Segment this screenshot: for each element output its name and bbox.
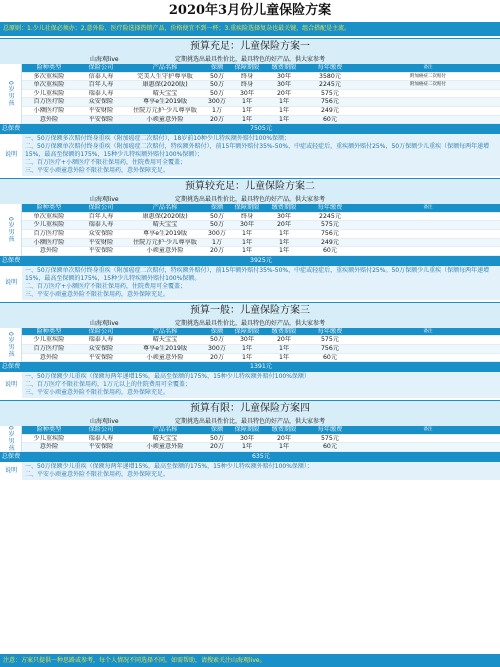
table-cell: 小额医疗险	[33, 238, 65, 246]
total-premium-row	[0, 256, 500, 266]
column-header: 保险公司	[88, 327, 114, 335]
table-cell: 小顽童意外险	[146, 443, 184, 451]
plan-notes	[0, 462, 500, 480]
table-cell: 小顽童意外险	[146, 353, 184, 361]
column-header: 保障期限	[234, 64, 260, 71]
table-cell: 平安财险	[88, 238, 114, 246]
total-value: 635元	[252, 452, 270, 460]
table-cell: 意外险	[39, 247, 59, 255]
table-cell: 众安保险	[88, 98, 114, 106]
column-header: 缴费期限	[271, 426, 297, 434]
table-header-row	[22, 426, 500, 435]
table-cell: 2245元	[319, 212, 341, 220]
table-cell: 住院万元护·少儿尊享版	[133, 238, 197, 246]
brand-label: 山海观live	[90, 56, 119, 63]
table-cell: 瑞泰人寿	[88, 89, 114, 97]
plan-subtitle-row	[0, 55, 500, 64]
table-cell: 60元	[322, 443, 338, 451]
table-cell: 晴天宝宝	[152, 221, 178, 229]
table-cell: 多次重疾险	[33, 72, 65, 80]
table-cell: 1年	[278, 98, 290, 106]
table-cell: 平安保险	[88, 247, 114, 255]
column-header: 每年缴费	[317, 64, 343, 71]
table-cell: 50万	[209, 336, 225, 344]
table-cell: 小额医疗险	[33, 106, 65, 114]
column-header: 备注	[423, 427, 433, 433]
column-header: 缴费期限	[271, 64, 297, 71]
column-header: 险种类型	[36, 426, 62, 434]
note-line: 三、平安小顽童意外险不限社保用药，意外保障充足。	[25, 290, 170, 298]
table-cell: 1万	[211, 238, 223, 246]
column-header: 产品名称	[152, 426, 178, 434]
table-cell: 1年	[241, 247, 253, 255]
table-cell: 完美人生守护尊享版	[137, 72, 193, 80]
note-line: 一、50万保额多次赔付终身重疾（附加癌症二次赔付），18岁前10种少儿特疾额外赔付100%保额；	[25, 135, 291, 143]
table-cell	[356, 239, 500, 247]
table-cell: 少儿重疾险	[33, 336, 65, 344]
table-cell: 50万	[209, 212, 225, 220]
table-header-row	[22, 204, 500, 213]
total-value: 3925元	[250, 256, 272, 264]
table-cell: 575元	[321, 89, 339, 97]
table-row	[22, 107, 500, 116]
table-cell: 少儿重疾险	[33, 221, 65, 229]
table-cell: 瑞泰人寿	[88, 434, 114, 442]
table-cell: 百万医疗险	[33, 98, 65, 106]
table-cell: 20年	[276, 221, 292, 229]
table-cell: 附加癌症二次赔付	[410, 82, 446, 88]
table-cell: 单次重疾险	[33, 81, 65, 89]
plan-table-grid	[0, 64, 500, 124]
note-line: 二、百万医疗+小额医疗不限社保用药，住院费用可全覆盖；	[25, 159, 187, 167]
column-header: 保障期限	[234, 327, 260, 335]
insured-label: 0岁男孩	[0, 204, 22, 256]
table-cell: 30年	[276, 72, 292, 80]
table-cell: 瑞泰人寿	[88, 221, 114, 229]
table-cell: 尊享e生2019版	[142, 344, 188, 352]
column-header: 每年缴费	[317, 204, 343, 212]
plan-subtitle-row	[0, 195, 500, 204]
table-cell: 附加癌症二次赔付	[410, 73, 446, 79]
principle-banner: 总原则：1.少儿社保必须办；2.意外险、医疗险选择热销产品，价格便宜不到一杯；3.重疾险选择复杂也最关键，组合搭配是主流。	[0, 22, 500, 36]
column-header: 备注	[423, 65, 433, 70]
column-header: 产品名称	[152, 64, 178, 71]
table-cell: 30年	[239, 89, 255, 97]
table-cell: 百年人寿	[88, 212, 114, 220]
table-cell: 1年	[278, 115, 290, 123]
column-header: 保障期限	[234, 204, 260, 212]
table-row	[22, 336, 500, 345]
column-header: 每年缴费	[317, 426, 343, 434]
table-cell	[356, 435, 500, 443]
notes-label: 说明	[4, 381, 18, 389]
plan-subtitle: 定期挑选出最具性价比，最具特色的好产品，供大家参考	[174, 418, 325, 426]
table-cell	[356, 90, 500, 98]
column-header: 保额	[210, 327, 224, 335]
table-cell: 平安保险	[88, 353, 114, 361]
table-cell: 1万	[211, 106, 223, 114]
plan-table	[22, 64, 500, 124]
table-cell: 3580元	[319, 72, 341, 80]
table-cell: 终身	[240, 212, 254, 220]
table-cell: 尊享e生2019版	[142, 98, 188, 106]
column-header: 备注	[423, 328, 433, 334]
total-label: 总保费	[1, 125, 21, 133]
plan-title: 预算充足：儿童保险方案一	[190, 41, 310, 52]
table-cell: 30年	[276, 212, 292, 220]
note-line: 一、50万保额少儿重疾（保额每两年递增15%，最高至保额的175%，15种少儿特疾额外赔付100%保额）	[25, 373, 310, 381]
table-cell: 1年	[241, 344, 253, 352]
table-cell: 小顽童意外险	[146, 115, 184, 123]
plan-subtitle: 定期挑选出最具性价比，最具特色的好产品，供大家参考	[174, 196, 325, 204]
table-cell: 意外险	[39, 353, 59, 361]
table-cell: 众安保险	[88, 229, 114, 237]
plan-subtitle-row	[0, 417, 500, 426]
table-cell: 20年	[276, 89, 292, 97]
table-cell: 单次重疾险	[33, 212, 65, 220]
table-row	[22, 221, 500, 230]
plan-title: 预算较充足：儿童保险方案二	[185, 181, 315, 193]
table-cell	[356, 345, 500, 353]
table-cell: 平安保险	[88, 115, 114, 123]
plan-subtitle: 定期挑选出最具性价比，最具特色的好产品，供大家参考	[174, 56, 325, 63]
plan-title: 预算一般：儿童保险方案三	[190, 304, 310, 316]
column-header: 保额	[210, 64, 224, 71]
table-cell: 60元	[322, 247, 338, 255]
table-cell: 1年	[278, 229, 290, 237]
column-header: 险种类型	[36, 204, 62, 212]
table-cell: 20万	[209, 353, 225, 361]
plan-title: 预算有限：儿童保险方案四	[190, 403, 310, 415]
note-line: 二、百万医疗不限社保用药，1万元以上的住院费用可全覆盖；	[25, 381, 191, 389]
column-header: 产品名称	[152, 327, 178, 335]
table-cell: 575元	[321, 221, 339, 229]
table-cell: 756元	[321, 344, 339, 352]
table-header-row	[22, 64, 500, 73]
table-cell: 20年	[276, 336, 292, 344]
table-cell: 1年	[278, 106, 290, 114]
table-row	[22, 98, 500, 107]
column-header: 保障期限	[234, 426, 260, 434]
table-row	[22, 345, 500, 354]
notes-label: 说明	[4, 279, 18, 286]
plan-notes	[0, 266, 500, 300]
table-cell: 575元	[321, 336, 339, 344]
note-line: 二、平安小顽童意外险不限社保用药，意外保障充足。	[25, 470, 170, 478]
table-cell: 平安财险	[88, 106, 114, 114]
table-cell: 249元	[321, 106, 339, 114]
total-premium-row	[0, 452, 500, 462]
table-cell: 终身	[240, 72, 254, 80]
table-cell: 1年	[241, 106, 253, 114]
plan-table-grid	[0, 328, 500, 362]
table-cell: 瑞泰人寿	[88, 336, 114, 344]
plan-subtitle-row	[0, 319, 500, 328]
table-row	[22, 213, 500, 222]
plan-table	[22, 204, 500, 256]
insured-label: 0岁男孩	[0, 328, 22, 362]
column-header: 保额	[210, 426, 224, 434]
table-cell: 300万	[208, 229, 226, 237]
total-label: 总保费	[1, 452, 21, 460]
table-cell: 249元	[321, 238, 339, 246]
table-cell: 少儿重疾险	[33, 89, 65, 97]
brand-label: 山海观live	[90, 319, 119, 327]
notes-text	[22, 134, 500, 176]
table-cell: 30年	[239, 434, 255, 442]
table-cell: 50万	[209, 72, 225, 80]
table-cell: 1年	[241, 353, 253, 361]
table-cell: 50万	[209, 89, 225, 97]
table-cell: 60元	[322, 115, 338, 123]
table-row	[22, 73, 500, 82]
table-cell: 1年	[278, 344, 290, 352]
table-cell: 晴天宝宝	[152, 336, 178, 344]
table-cell	[356, 213, 500, 221]
plan-notes	[0, 372, 500, 398]
notes-text	[22, 372, 500, 398]
table-cell: 尊享e生2019版	[142, 229, 188, 237]
plans-container	[0, 38, 500, 480]
table-row	[22, 443, 500, 452]
table-row	[22, 435, 500, 444]
table-cell: 300万	[208, 98, 226, 106]
note-line: 二、百万医疗+小额医疗不限社保用药，住院费用可全覆盖；	[25, 282, 187, 290]
table-row	[22, 230, 500, 239]
column-header: 产品名称	[152, 204, 178, 212]
table-cell: 20万	[209, 247, 225, 255]
note-line: 三、平安小顽童意外险不限社保用药，意外保障充足。	[25, 389, 170, 397]
table-cell: 60元	[322, 353, 338, 361]
table-cell: 1年	[241, 98, 253, 106]
table-cell: 百万医疗险	[33, 344, 65, 352]
table-cell: 1年	[278, 353, 290, 361]
total-premium-row	[0, 362, 500, 372]
table-cell: 50万	[209, 81, 225, 89]
plan-block	[0, 400, 500, 480]
table-cell: 1年	[278, 443, 290, 451]
table-cell	[356, 443, 500, 451]
column-header: 保险公司	[88, 426, 114, 434]
table-row	[22, 247, 500, 256]
table-cell: 20万	[209, 443, 225, 451]
table-cell: 终身	[240, 81, 254, 89]
table-cell: 晴天宝宝	[152, 89, 178, 97]
note-line: 一、50万保额少儿重疾（保额每两年递增15%，最高至保额的175%，15种少儿特疾额外赔付100%保额）；	[25, 462, 313, 470]
table-cell: 少儿重疾险	[33, 434, 65, 442]
notes-label: 说明	[4, 151, 18, 159]
table-cell: 意外险	[39, 115, 59, 123]
plan-subtitle: 定期挑选出最具性价比，最具特色的好产品，供大家参考	[174, 319, 325, 327]
plan-table-grid	[0, 426, 500, 452]
note-line: 二、50万保额单次赔付终身重疾（附加癌症二次赔付，特疾额外赔付），前15年额外赔付35%-50%，中症或轻症后，重疾额外赔付25%，50万保额少儿重疾（保额每两年递增15%，最高至保额的175%，15种少儿特疾额外赔付100%保额）；	[25, 143, 490, 159]
plan-header	[0, 179, 500, 204]
plan-header	[0, 39, 500, 64]
note-line: 三、平安小顽童意外险不限社保用药，意外保障充足。	[25, 167, 170, 175]
plan-block	[0, 178, 500, 300]
column-header: 险种类型	[36, 64, 62, 71]
table-cell: 1年	[241, 238, 253, 246]
table-cell: 1年	[241, 443, 253, 451]
table-cell	[356, 98, 500, 106]
table-header-row	[22, 328, 500, 337]
table-cell: 2245元	[319, 81, 341, 89]
plan-notes	[0, 134, 500, 176]
table-cell: 1年	[278, 238, 290, 246]
brand-label: 山海观live	[90, 418, 119, 426]
table-row	[22, 116, 500, 125]
table-cell: 住院万元护·少儿尊享版	[133, 106, 197, 114]
table-row	[22, 90, 500, 99]
notes-text	[22, 462, 500, 480]
table-cell	[356, 116, 500, 124]
column-header: 缴费期限	[271, 204, 297, 212]
table-cell: 平安保险	[88, 443, 114, 451]
column-header: 备注	[423, 205, 433, 211]
column-header: 保额	[210, 204, 224, 212]
table-cell: 300万	[208, 344, 226, 352]
table-cell: 百万医疗险	[33, 229, 65, 237]
footer-note: 注意：方案只提供一种思路或参考，每个人情况不同选择不同。如需帮助，请搜索关注山海观live。	[0, 654, 500, 667]
column-header: 每年缴费	[317, 327, 343, 335]
insured-label: 0岁男孩	[0, 64, 22, 124]
table-cell: 20万	[209, 115, 225, 123]
table-cell: 晴天宝宝	[152, 434, 178, 442]
table-cell: 1年	[278, 247, 290, 255]
total-value: 7505元	[250, 125, 272, 133]
table-cell: 756元	[321, 229, 339, 237]
table-cell: 众安保险	[88, 344, 114, 352]
table-cell	[356, 230, 500, 238]
plan-header	[0, 303, 500, 328]
table-cell: 康惠保(2020版)	[142, 212, 188, 220]
table-cell: 575元	[321, 434, 339, 442]
table-cell: 小顽童意外险	[146, 247, 184, 255]
insured-label: 0岁男孩	[0, 426, 22, 452]
table-row	[22, 239, 500, 248]
page-title: 2020年3月份儿童保险方案	[168, 3, 332, 18]
table-cell	[356, 221, 500, 229]
column-header: 缴费期限	[271, 327, 297, 335]
plan-block	[0, 302, 500, 398]
notes-text	[22, 266, 500, 300]
table-row	[22, 354, 500, 363]
total-premium-row	[0, 124, 500, 134]
column-header: 保险公司	[88, 64, 114, 71]
brand-label: 山海观live	[90, 196, 119, 204]
table-cell: 756元	[321, 98, 339, 106]
column-header: 保险公司	[88, 204, 114, 212]
table-cell: 30年	[276, 81, 292, 89]
table-row	[22, 81, 500, 90]
table-cell: 信泰人寿	[88, 72, 114, 80]
table-cell: 20年	[276, 434, 292, 442]
table-cell: 康惠保(2020版)	[142, 81, 188, 89]
table-cell	[356, 107, 500, 115]
table-cell: 50万	[209, 434, 225, 442]
table-cell: 百年人寿	[88, 81, 114, 89]
plan-table	[22, 328, 500, 362]
plan-block	[0, 38, 500, 176]
table-cell: 30年	[239, 221, 255, 229]
column-header: 险种类型	[36, 327, 62, 335]
table-cell	[356, 336, 500, 344]
plan-header	[0, 401, 500, 426]
table-cell: 50万	[209, 221, 225, 229]
total-label: 总保费	[1, 256, 21, 264]
note-line: 一、50万保额单次赔付终身重疾（附加癌症二次赔付，特疾额外赔付），前15年额外赔付35%-50%，中症或轻症后，重疾额外赔付25%。50万保额少儿重疾（保额每两年递增15%，最高至保额的175%，15种少儿特疾额外赔付100%保额。	[25, 266, 490, 282]
plan-table	[22, 426, 500, 452]
notes-label: 说明	[4, 467, 18, 475]
plan-table-grid	[0, 204, 500, 256]
total-label: 总保费	[1, 363, 21, 371]
table-cell	[356, 354, 500, 362]
table-cell: 30年	[239, 336, 255, 344]
table-cell	[356, 247, 500, 255]
table-cell: 1年	[241, 115, 253, 123]
total-value: 1391元	[250, 363, 272, 371]
table-cell: 1年	[241, 229, 253, 237]
table-cell: 意外险	[39, 443, 59, 451]
